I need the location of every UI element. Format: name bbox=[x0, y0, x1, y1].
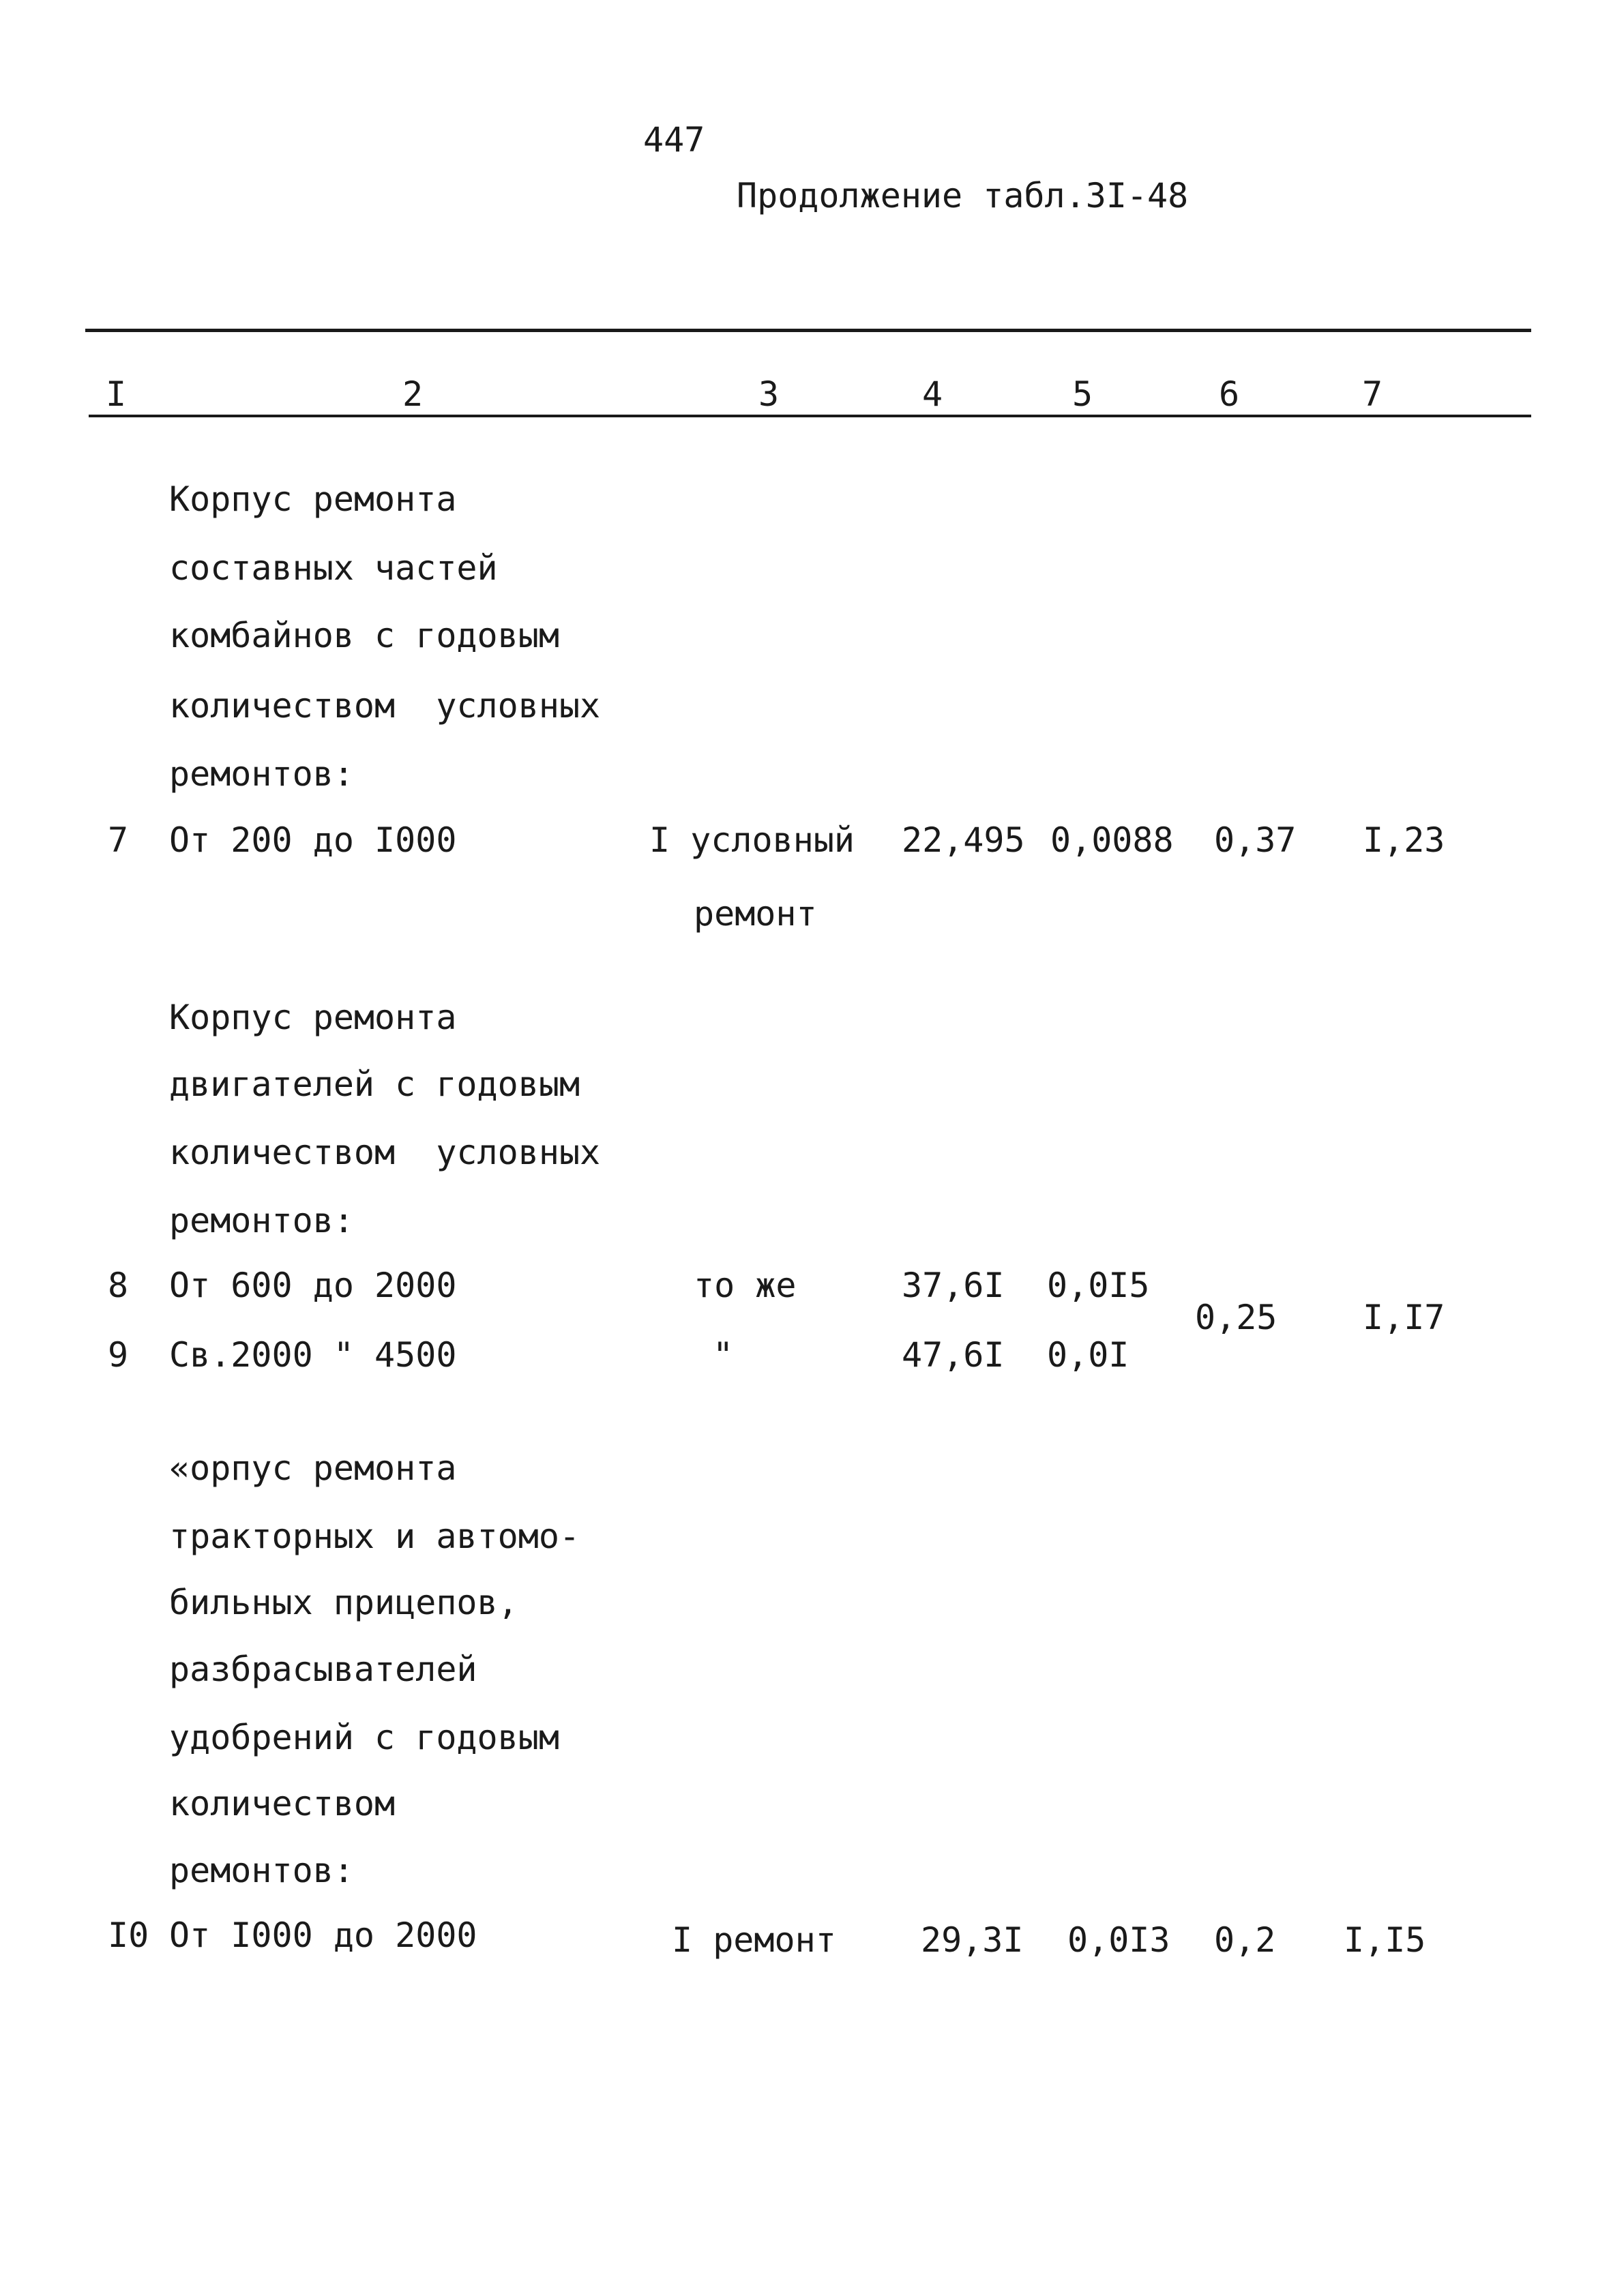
row-unit: то же bbox=[694, 1266, 797, 1305]
row-number: 9 bbox=[108, 1335, 129, 1375]
row-unit: I условный bbox=[649, 820, 855, 860]
header-bottom-rule bbox=[89, 415, 1531, 417]
row-col7: I,23 bbox=[1363, 820, 1445, 860]
row-range: От I000 до 2000 bbox=[169, 1915, 477, 1955]
row-unit: " bbox=[713, 1335, 734, 1375]
row-col5: 0,0I5 bbox=[1047, 1266, 1150, 1305]
row-unit: I ремонт bbox=[672, 1920, 836, 1960]
section-heading-line: составных частей bbox=[169, 548, 498, 588]
column-number: 7 bbox=[1362, 374, 1383, 414]
section-heading-line: бильных прицепов, bbox=[169, 1583, 518, 1622]
section-heading-line: Корпус ремонта bbox=[169, 479, 457, 519]
row-range: От 200 до I000 bbox=[169, 820, 457, 860]
section-heading-line: тракторных и автомо- bbox=[169, 1517, 580, 1556]
page-number: 447 bbox=[643, 120, 705, 160]
column-number: 6 bbox=[1219, 374, 1240, 414]
column-number: 2 bbox=[402, 374, 424, 414]
row-col6: 0,37 bbox=[1214, 820, 1297, 860]
row-number: 7 bbox=[108, 820, 129, 860]
shared-col6: 0,25 bbox=[1195, 1298, 1277, 1337]
row-col5: 0,0I bbox=[1047, 1335, 1129, 1375]
section-heading-line: ремонтов: bbox=[169, 1201, 354, 1240]
column-number: 4 bbox=[922, 374, 943, 414]
section-heading-line: разбрасывателей bbox=[169, 1650, 477, 1689]
row-number: 8 bbox=[108, 1266, 129, 1305]
section-heading-line: Корпус ремонта bbox=[169, 998, 457, 1037]
section-heading-line: ремонтов: bbox=[169, 754, 354, 794]
column-number: 3 bbox=[758, 374, 780, 414]
row-number: I0 bbox=[108, 1915, 149, 1955]
section-heading-line: «орпус ремонта bbox=[169, 1448, 457, 1488]
row-col5: 0,0088 bbox=[1050, 820, 1174, 860]
section-heading-line: комбайнов с годовым bbox=[169, 616, 559, 655]
continuation-title: Продолжение табл.3I-48 bbox=[737, 176, 1189, 215]
row-col4: 37,6I bbox=[902, 1266, 1005, 1305]
column-number: I bbox=[106, 374, 127, 414]
section-heading-line: ремонтов: bbox=[169, 1851, 354, 1890]
row-col4: 47,6I bbox=[902, 1335, 1005, 1375]
section-heading-line: двигателей с годовым bbox=[169, 1064, 580, 1104]
section-heading-line: количеством условных bbox=[169, 1133, 601, 1172]
section-heading-line: количеством bbox=[169, 1784, 396, 1823]
section-heading-line: удобрений с годовым bbox=[169, 1718, 559, 1757]
row-col6: 0,2 bbox=[1214, 1920, 1276, 1960]
row-col4: 29,3I bbox=[921, 1920, 1024, 1960]
section-heading-line: количеством условных bbox=[169, 686, 601, 726]
column-number: 5 bbox=[1072, 374, 1093, 414]
shared-col7: I,I7 bbox=[1363, 1298, 1445, 1337]
row-range: От 600 до 2000 bbox=[169, 1266, 457, 1305]
row-unit-continued: ремонт bbox=[694, 894, 817, 934]
table-top-rule bbox=[85, 329, 1531, 332]
row-col5: 0,0I3 bbox=[1067, 1920, 1170, 1960]
row-col4: 22,495 bbox=[902, 820, 1025, 860]
row-range: Св.2000 " 4500 bbox=[169, 1335, 457, 1375]
row-col7: I,I5 bbox=[1344, 1920, 1426, 1960]
